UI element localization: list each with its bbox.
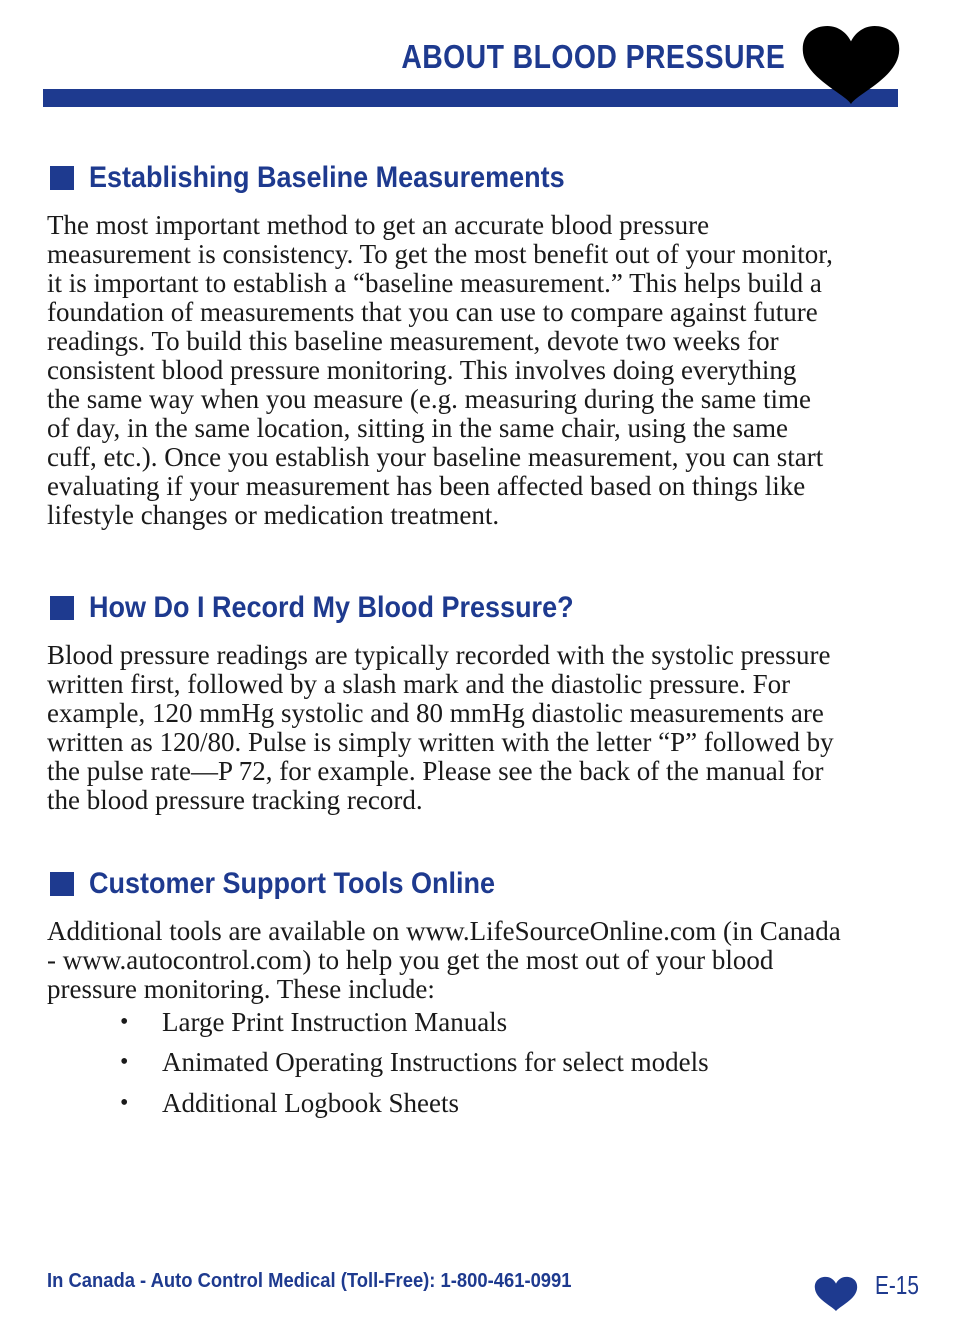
section-bullet-square	[50, 166, 74, 190]
text-line: consistent blood pressure monitoring. This involves doing everything	[47, 355, 797, 385]
list-item	[120, 1083, 709, 1124]
text-line: Blood pressure readings are typically recorded with the systolic pressure	[47, 640, 831, 670]
bullet-dot-icon: •	[120, 1089, 129, 1116]
text-line: - www.autocontrol.com) to help you get the most out of your blood	[47, 945, 774, 975]
text-line: it is important to establish a “baseline measurement.” This helps build a	[47, 268, 822, 298]
text-line: the blood pressure tracking record.	[47, 785, 423, 815]
heart-icon	[813, 1276, 859, 1312]
text-line: lifestyle changes or medication treatment.	[47, 500, 500, 530]
section-heading-support	[50, 866, 540, 902]
section-title: Establishing Baseline Measurements	[89, 161, 565, 194]
section-title: Customer Support Tools Online	[89, 867, 496, 900]
section-bullet-square	[50, 596, 74, 620]
text-line: foundation of measurements that you can use to compare against future	[47, 297, 818, 327]
list-item-label: Additional Logbook Sheets	[162, 1087, 459, 1118]
text-line: cuff, etc.). Once you establish your baseline measurement, you can start	[47, 442, 824, 472]
list-item	[120, 1002, 709, 1043]
list-item-label: Animated Operating Instructions for select models	[162, 1047, 709, 1078]
heart-icon	[798, 24, 904, 106]
section-heading-baseline	[50, 160, 618, 196]
text-line: of day, in the same location, sitting in the same chair, using the same	[47, 413, 788, 443]
section-heading-record	[50, 590, 627, 626]
bullet-dot-icon: •	[120, 1008, 129, 1035]
text-line: The most important method to get an accurate blood pressure	[47, 210, 710, 240]
text-line: written as 120/80. Pulse is simply written with the letter “P” followed by	[47, 727, 834, 757]
record-paragraph	[47, 641, 887, 815]
support-paragraph	[47, 917, 887, 1004]
text-line: written first, followed by a slash mark and the diastolic pressure. For	[47, 669, 791, 699]
page-number: E-15	[875, 1270, 919, 1300]
text-line: measurement is consistency. To get the most benefit out of your monitor,	[47, 239, 833, 269]
page-header-title: ABOUT BLOOD PRESSURE	[401, 38, 786, 75]
footer-contact: In Canada - Auto Control Medical (Toll-Free): 1-800-461-0991	[47, 1270, 572, 1292]
support-tools-list	[120, 1002, 709, 1124]
text-line: pressure monitoring. These include:	[47, 974, 435, 1004]
text-line: the pulse rate—P 72, for example. Please see the back of the manual for	[47, 756, 824, 786]
text-line: evaluating if your measurement has been affected based on things like	[47, 471, 806, 501]
header-rule	[43, 89, 898, 107]
text-line: the same way when you measure (e.g. measuring during the same time	[47, 384, 812, 414]
bullet-dot-icon: •	[120, 1049, 129, 1076]
text-line: Additional tools are available on www.LifeSourceOnline.com (in Canada	[47, 916, 841, 946]
list-item	[120, 1043, 709, 1084]
text-line: readings. To build this baseline measurement, devote two weeks for	[47, 326, 779, 356]
section-bullet-square	[50, 872, 74, 896]
section-title: How Do I Record My Blood Pressure?	[89, 591, 574, 624]
list-item-label: Large Print Instruction Manuals	[162, 1006, 508, 1037]
baseline-paragraph	[47, 211, 887, 530]
text-line: example, 120 mmHg systolic and 80 mmHg diastolic measurements are	[47, 698, 824, 728]
